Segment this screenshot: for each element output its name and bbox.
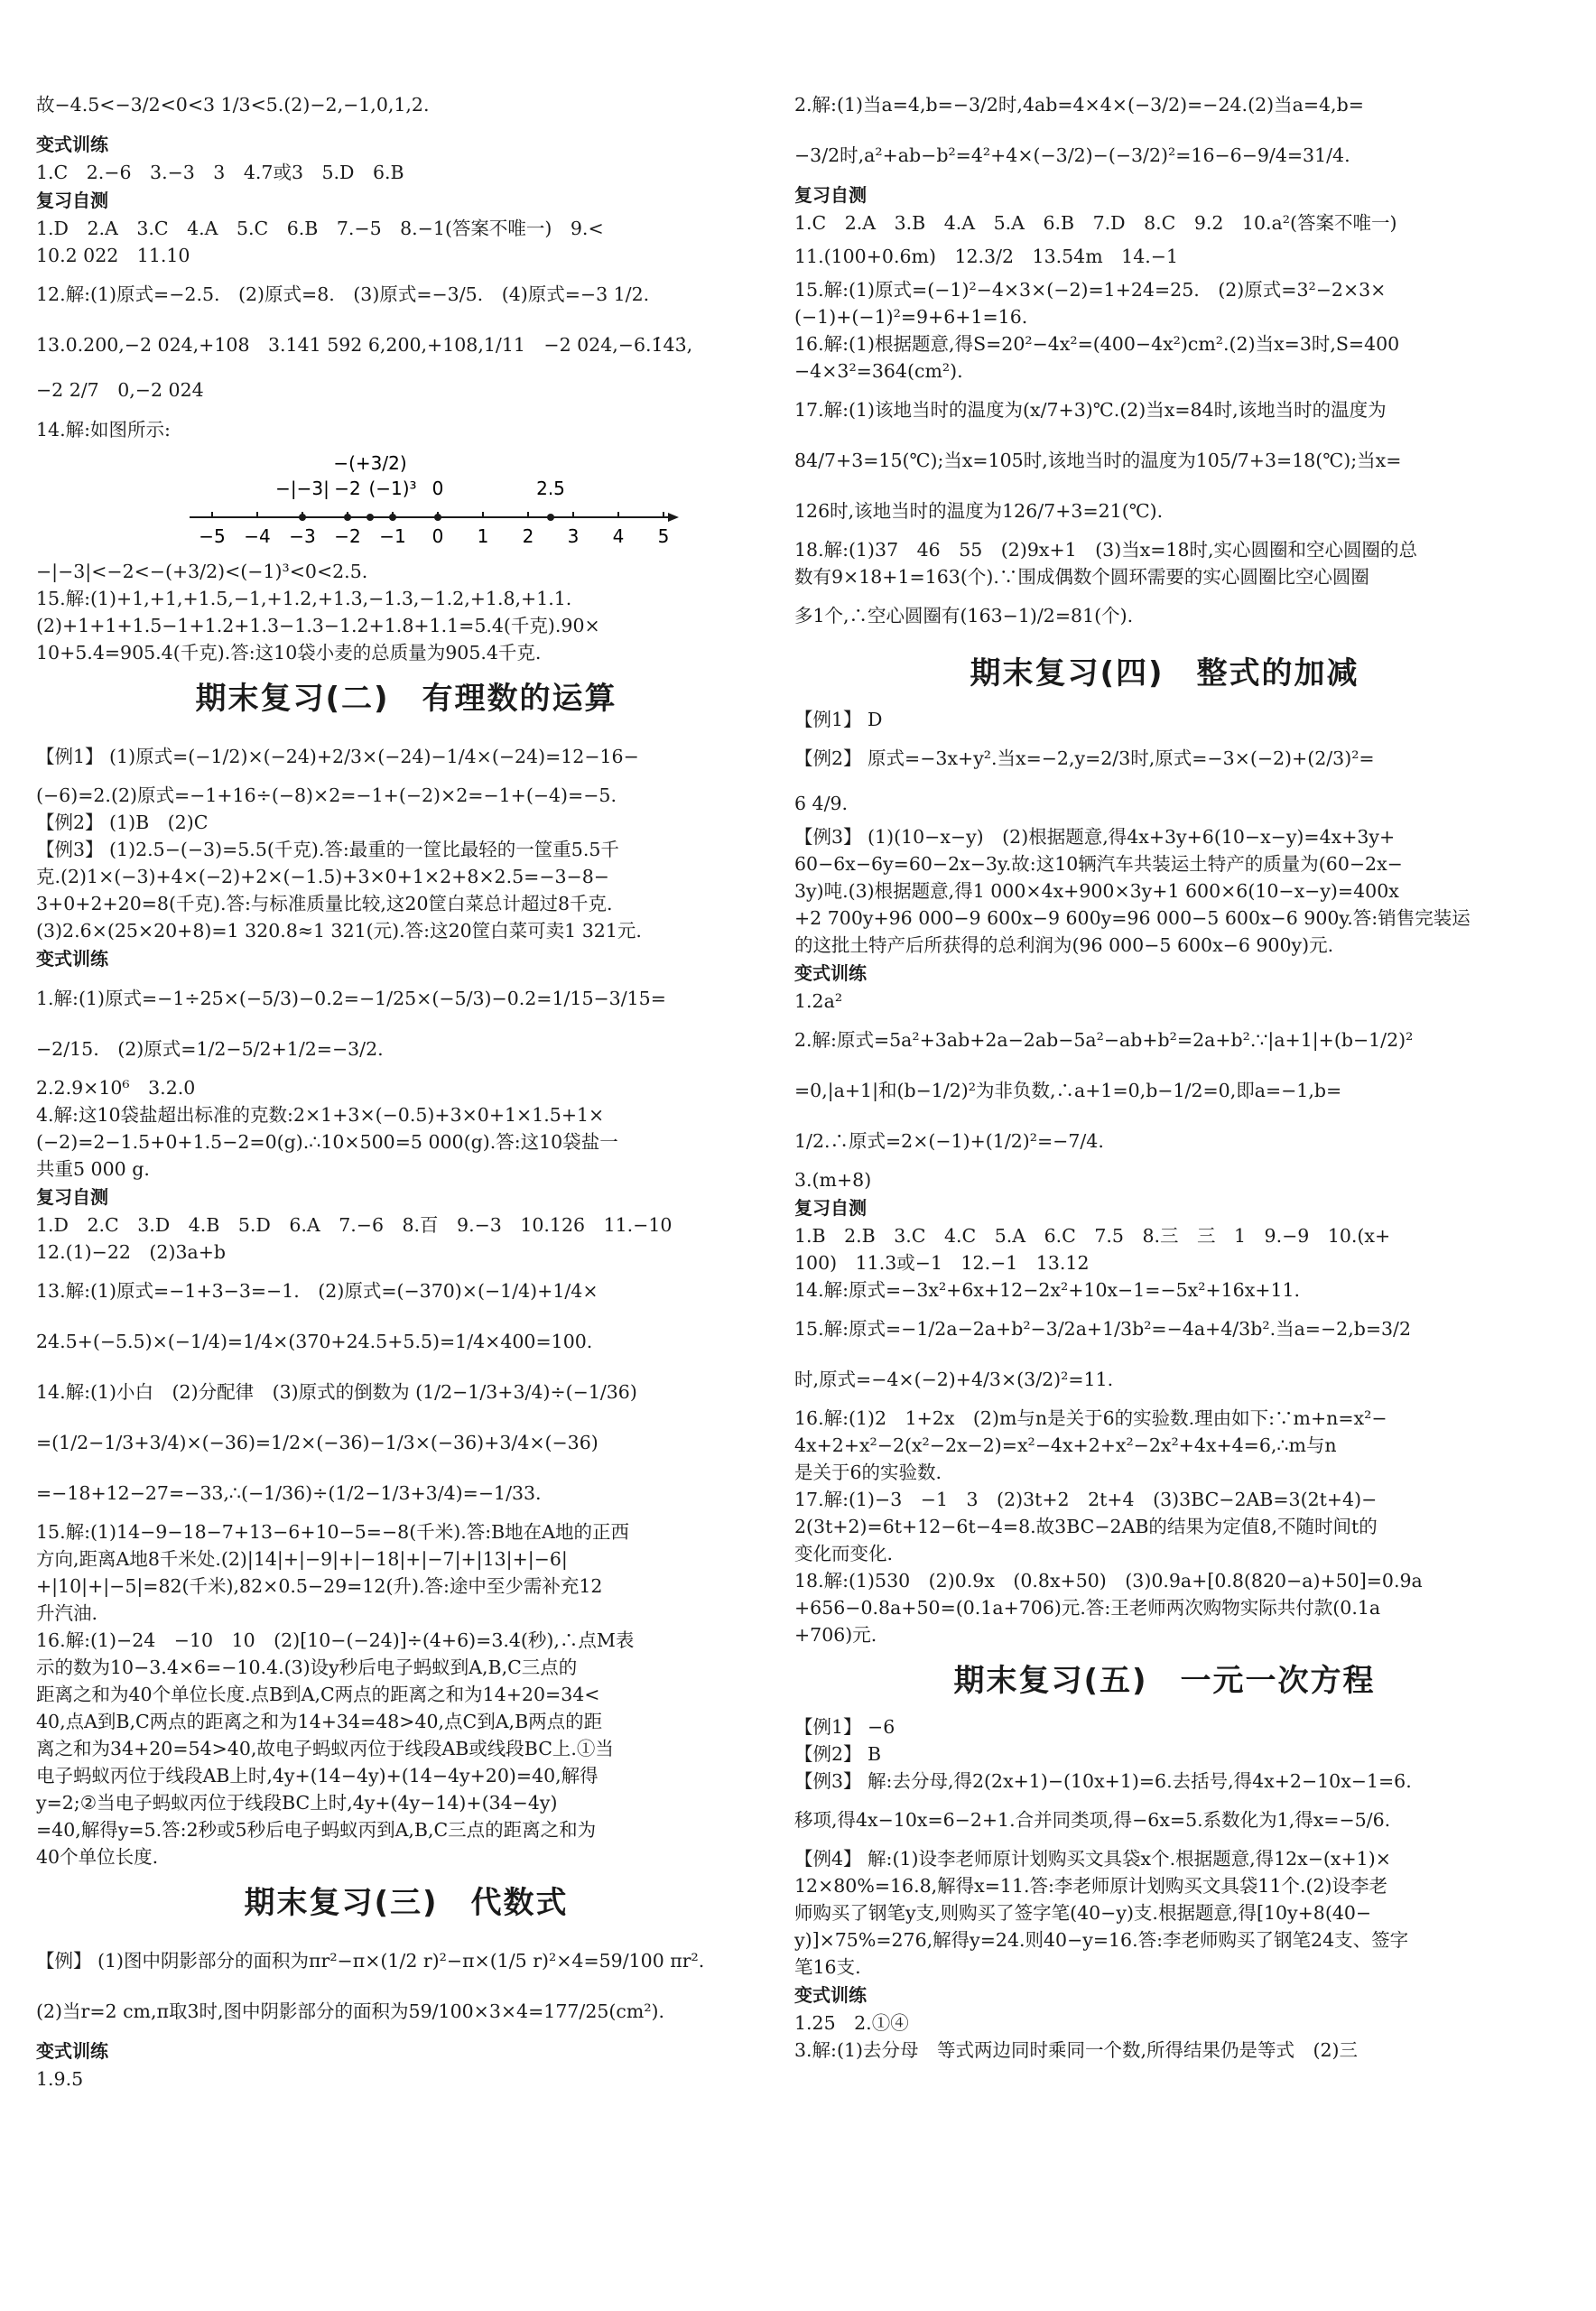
number-line-point [434,514,441,521]
section-title: 期末复习(五) 一元一次方程 [953,1663,1376,1699]
text-line: 【例1】 (1)原式=(−1/2)×(−24)+2/3×(−24)−1/4×(−24)=12−16− [36,746,639,767]
number-line-point [299,514,306,521]
text-line: (3)2.6×(25×20+8)=1 320.8≈1 321(元).答:这20筐白菜可卖1 321元. [36,920,642,942]
number-line-tick-label: −5 [199,525,226,547]
text-line: 1.9.5 [36,2068,84,2090]
text-line: −|−3|<−2<−(+3/2)<(−1)³<0<2.5. [36,561,368,582]
text-line: 【例1】 D [794,709,883,730]
section-subheading: 变式训练 [36,134,108,155]
number-line-tick-label: 0 [431,525,444,547]
text-line: 2.2.9×10⁶ 3.2.0 [36,1077,196,1099]
section-subheading: 变式训练 [36,2040,108,2062]
text-line: 电子蚂蚁丙位于线段AB上时,4y+(14−4y)+(14−4y+20)=40,解得 [36,1765,598,1787]
text-line: 16.解:(1)−24 −10 10 (2)[10−(−24)]÷(4+6)=3.4(秒),∴点M表 [36,1629,635,1651]
section-subheading: 复习自测 [794,184,867,206]
text-line: 14.解:如图所示: [36,419,171,441]
text-line: 时,原式=−4×(−2)+4/3×(3/2)²=11. [794,1369,1114,1390]
text-line: 2.解:原式=5a²+3ab+2a−2ab−5a²−ab+b²=2a+b².∵|a+1|+(b−1/2)² [794,1029,1414,1051]
text-line: 1.C 2.A 3.B 4.A 5.A 6.B 7.D 8.C 9.2 10.a²(答案不唯一) [794,212,1397,234]
text-line: (2)当r=2 cm,π取3时,图中阴影部分的面积为59/100×3×4=177/25(cm²). [36,2000,665,2022]
text-line: 距离之和为40个单位长度.点B到A,C两点的距离之和为14+20=34< [36,1684,600,1705]
text-line: 【例2】 原式=−3x+y².当x=−2,y=2/3时,原式=−3×(−2)+(2/3)²= [794,747,1375,769]
number-line-tick-label: 2 [522,525,534,547]
section-title: 期末复习(四) 整式的加减 [970,655,1359,691]
section-subheading: 变式训练 [794,962,867,984]
text-line: +706)元. [794,1624,877,1646]
text-line: 移项,得4x−10x=6−2+1.合并同类项,得−6x=5.系数化为1,得x=−5/6. [794,1809,1391,1831]
text-line: 16.解:(1)2 1+2x (2)m与n是关于6的实验数.理由如下:∵m+n=x²− [794,1407,1387,1429]
text-line: 2(3t+2)=6t+12−6t−4=8.故3BC−2AB的结果为定值8,不随时间t的 [794,1516,1378,1537]
number-line-tick-label: 5 [657,525,670,547]
number-line-tick-label: 1 [477,525,489,547]
text-line: +2 700y+96 000−9 600x−9 600y=96 000−5 600x−6 900y.答:销售完装运 [794,907,1471,929]
number-line-figure [36,450,776,558]
number-line-point-label: −2 [334,478,361,499]
text-line: 18.解:(1)37 46 55 (2)9x+1 (3)当x=18时,实心圆圈和空心圆圈的总 [794,539,1418,561]
text-line: 【例1】 −6 [794,1716,895,1738]
left-column [36,79,776,2093]
number-line-point-label: −|−3| [275,478,329,499]
text-line: 100) 11.3或−1 12.−1 13.12 [794,1252,1090,1274]
text-line: 84/7+3=15(℃);当x=105时,该地当时的温度为105/7+3=18(℃);当x= [794,450,1402,471]
number-line-point [367,514,374,521]
text-line: 方向,距离A地8千米处.(2)|14|+|−9|+|−18|+|−7|+|13|+|−6| [36,1548,568,1570]
text-line: 40个单位长度. [36,1846,159,1868]
text-line: 【例3】 解:去分母,得2(2x+1)−(10x+1)=6.去括号,得4x+2−10x−1=6. [794,1770,1412,1792]
number-line-point-label: 2.5 [536,478,565,499]
text-line: 3.(m+8) [794,1169,872,1191]
text-line: 【例】 (1)图中阴影部分的面积为πr²−π×(1/2 r)²−π×(1/5 r)²×4=59/100 πr². [36,1950,705,1972]
text-line: 12.解:(1)原式=−2.5. (2)原式=8. (3)原式=−3/5. (4)原式=−3 1/2. [36,283,650,305]
text-line: (2)+1+1+1.5−1+1.2+1.3−1.3−1.2+1.8+1.1=5.4(千克).90× [36,615,600,636]
text-line: 10+5.4=905.4(千克).答:这10袋小麦的总质量为905.4千克. [36,642,542,664]
text-line: 24.5+(−5.5)×(−1/4)=1/4×(370+24.5+5.5)=1/4×400=100. [36,1331,593,1352]
number-line-point-label: 0 [431,478,444,499]
text-line: 师购买了钢笔y支,则购买了签字笔(40−y)支.根据题意,得[10y+8(40− [794,1902,1372,1924]
text-line: 【例3】 (1)(10−x−y) (2)根据题意,得4x+3y+6(10−x−y)=4x+3y+ [794,826,1396,848]
number-line-tick-label: −3 [289,525,316,547]
text-line: 【例2】 (1)B (2)C [36,812,209,833]
number-line-point-label: −(+3/2) [333,452,407,474]
text-line: 是关于6的实验数. [794,1462,942,1483]
text-line: 15.解:(1)+1,+1,+1.5,−1,+1.2,+1.3,−1.3,−1.2,+1.8,+1.1. [36,588,572,609]
text-line: 1.2a² [794,990,843,1012]
text-line: 18.解:(1)530 (2)0.9x (0.8x+50) (3)0.9a+[0.8(820−a)+50]=0.9a [794,1570,1423,1592]
text-line: 1.C 2.−6 3.−3 3 4.7或3 5.D 6.B [36,162,404,183]
text-line: 17.解:(1)−3 −1 3 (2)3t+2 2t+4 (3)3BC−2AB=3(2t+4)− [794,1489,1378,1510]
text-line: 1.D 2.A 3.C 4.A 5.C 6.B 7.−5 8.−1(答案不唯一) 9.< [36,218,604,239]
text-line: 故−4.5<−3/2<0<3 1/3<5.(2)−2,−1,0,1,2. [36,94,430,116]
text-line: 4.解:这10袋盐超出标准的克数:2×1+3×(−0.5)+3×0+1×1.5+1× [36,1104,605,1126]
section-subheading: 复习自测 [36,1186,108,1208]
text-line: 16.解:(1)根据题意,得S=20²−4x²=(400−4x²)cm².(2)当x=3时,S=400 [794,333,1400,355]
section-title: 期末复习(二) 有理数的运算 [195,681,617,717]
text-line: 3+0+2+20=8(千克).答:与标准质量比较,这20筐白菜总计超过8千克. [36,893,613,914]
text-line: 13.解:(1)原式=−1+3−3=−1. (2)原式=(−370)×(−1/4)+1/4× [36,1280,598,1302]
text-line: =−18+12−27=−33,∴(−1/36)÷(1/2−1/3+3/4)=−1/33. [36,1482,542,1504]
number-line-tick-label: −4 [244,525,271,547]
number-line-tick-label: 4 [612,525,625,547]
text-line: −3/2时,a²+ab−b²=4²+4×(−3/2)−(−3/2)²=16−6−9/4=31/4. [794,144,1350,166]
text-line: 示的数为10−3.4×6=−10.4.(3)设y秒后电子蚂蚁到A,B,C三点的 [36,1657,578,1678]
text-line: 15.解:(1)原式=(−1)²−4×3×(−2)=1+24=25. (2)原式=3²−2×3× [794,279,1387,301]
number-line-tick-label: 3 [567,525,580,547]
text-line: 离之和为34+20=54>40,故电子蚂蚁丙位于线段AB或线段BC上.①当 [36,1738,614,1759]
number-line-point [389,514,396,521]
text-line: 10.2 022 11.10 [36,245,190,266]
text-line: 【例4】 解:(1)设李老师原计划购买文具袋x个.根据题意,得12x−(x+1)× [794,1848,1391,1870]
text-line: 12×80%=16.8,解得x=11.答:李老师原计划购买文具袋11个.(2)设李老 [794,1875,1388,1897]
text-line: 1.解:(1)原式=−1÷25×(−5/3)−0.2=−1/25×(−5/3)−0.2=1/15−3/15= [36,988,666,1009]
text-line: 1/2.∴原式=2×(−1)+(1/2)²=−7/4. [794,1130,1104,1152]
text-line: 多1个,∴空心圆圈有(163−1)/2=81(个). [794,605,1134,626]
text-line: −2 2/7 0,−2 024 [36,379,204,401]
text-line: 3.解:(1)去分母 等式两边同时乘同一个数,所得结果仍是等式 (2)三 [794,2039,1359,2061]
text-line: =40,解得y=5.答:2秒或5秒后电子蚂蚁丙到A,B,C三点的距离之和为 [36,1819,597,1841]
number-line-tick-label: −2 [334,525,361,547]
text-line: 笔16支. [794,1956,861,1978]
text-line: 1.D 2.C 3.D 4.B 5.D 6.A 7.−6 8.百 9.−3 10.126 11.−10 [36,1214,673,1236]
text-line: (−6)=2.(2)原式=−1+16÷(−8)×2=−1+(−2)×2=−1+(−4)=−5. [36,784,617,806]
text-line: 17.解:(1)该地当时的温度为(x/7+3)℃.(2)当x=84时,该地当时的温度为 [794,399,1387,421]
text-line: y)]×75%=276,解得y=24.则40−y=16.答:李老师购买了钢笔24支、签字 [794,1929,1409,1951]
text-line: +|10|+|−5|=82(千米),82×0.5−29=12(升).答:途中至少需补充12 [36,1575,603,1597]
text-line: 15.解:(1)14−9−18−7+13−6+10−5=−8(千米).答:B地在A地的正西 [36,1521,629,1543]
text-line: 【例3】 (1)2.5−(−3)=5.5(千克).答:最重的一筐比最轻的一筐重5.5千 [36,839,619,860]
section-title: 期末复习(三) 代数式 [244,1885,569,1921]
text-line: 3y)吨.(3)根据题意,得1 000×4x+900×3y+1 600×6(10−x−y)=400x [794,880,1399,902]
text-line: +656−0.8a+50=(0.1a+706)元.答:王老师两次购物实际共付款(0.1a [794,1597,1381,1619]
section-subheading: 复习自测 [794,1197,867,1219]
text-line: =0,|a+1|和(b−1/2)²为非负数,∴a+1=0,b−1/2=0,即a=−1,b= [794,1080,1342,1101]
text-line: 15.解:原式=−1/2a−2a+b²−3/2a+1/3b²=−4a+4/3b².当a=−2,b=3/2 [794,1318,1412,1340]
text-line: 4x+2+x²−2(x²−2x−2)=x²−4x+2+x²−2x²+4x+4=6,∴m与n [794,1434,1337,1456]
number-line-tick-label: −1 [379,525,406,547]
text-line: 升汽油. [36,1602,98,1624]
section-subheading: 变式训练 [794,1984,867,2006]
text-line: 的这批土特产后所获得的总利润为(96 000−5 600x−6 900y)元. [794,934,1334,956]
text-line: 【例2】 B [794,1743,882,1765]
section-subheading: 复习自测 [36,190,108,211]
text-line: −2/15. (2)原式=1/2−5/2+1/2=−3/2. [36,1038,384,1060]
text-line: (−1)+(−1)²=9+6+1=16. [794,306,1028,328]
number-line-point [547,514,554,521]
text-line: 12.(1)−22 (2)3a+b [36,1241,227,1263]
text-line: 14.解:原式=−3x²+6x+12−2x²+10x−1=−5x²+16x+11. [794,1279,1301,1301]
text-line: 克.(2)1×(−3)+4×(−2)+2×(−1.5)+3×0+1×2+8×2.5=−3−8− [36,866,609,887]
text-line: 2.解:(1)当a=4,b=−3/2时,4ab=4×4×(−3/2)=−24.(2)当a=4,b= [794,94,1364,116]
section-subheading: 变式训练 [36,948,108,970]
text-line: =(1/2−1/3+3/4)×(−36)=1/2×(−36)−1/3×(−36)+3/4×(−36) [36,1432,598,1453]
text-line: (−2)=2−1.5+0+1.5−2=0(g).∴10×500=5 000(g).答:这10袋盐一 [36,1131,618,1153]
text-line: 数有9×18+1=163(个).∵围成偶数个圆环需要的实心圆圈比空心圆圈 [794,566,1369,588]
right-column [794,79,1535,2064]
text-line: 40,点A到B,C两点的距离之和为14+34=48>40,点C到A,B两点的距 [36,1711,603,1732]
text-line: 11.(100+0.6m) 12.3/2 13.54m 14.−1 [794,246,1178,267]
text-line: 14.解:(1)小白 (2)分配律 (3)原式的倒数为 (1/2−1/3+3/4)÷(−1/36) [36,1381,637,1403]
text-line: 126时,该地当时的温度为126/7+3=21(℃). [794,500,1164,522]
number-line-point-label: (−1)³ [368,478,417,499]
text-line: 60−6x−6y=60−2x−3y.故:这10辆汽车共装运土特产的质量为(60−2x− [794,853,1403,875]
text-line: 变化而变化. [794,1543,894,1564]
number-line-point [344,514,351,521]
text-line: 13.0.200,−2 024,+108 3.141 592 6,200,+108,1/11 −2 024,−6.1̇43̇, [36,334,693,356]
text-line: −4×3²=364(cm²). [794,360,963,382]
text-line: 1.25 2.①④ [794,2012,909,2034]
text-line: 共重5 000 g. [36,1158,150,1180]
text-line: 6 4/9. [794,793,849,814]
text-line: 1.B 2.B 3.C 4.C 5.A 6.C 7.5 8.三 三 1 9.−9 10.(x+ [794,1225,1391,1247]
text-line: y=2;②当电子蚂蚁丙位于线段BC上时,4y+(4y−14)+(34−4y) [36,1792,558,1814]
